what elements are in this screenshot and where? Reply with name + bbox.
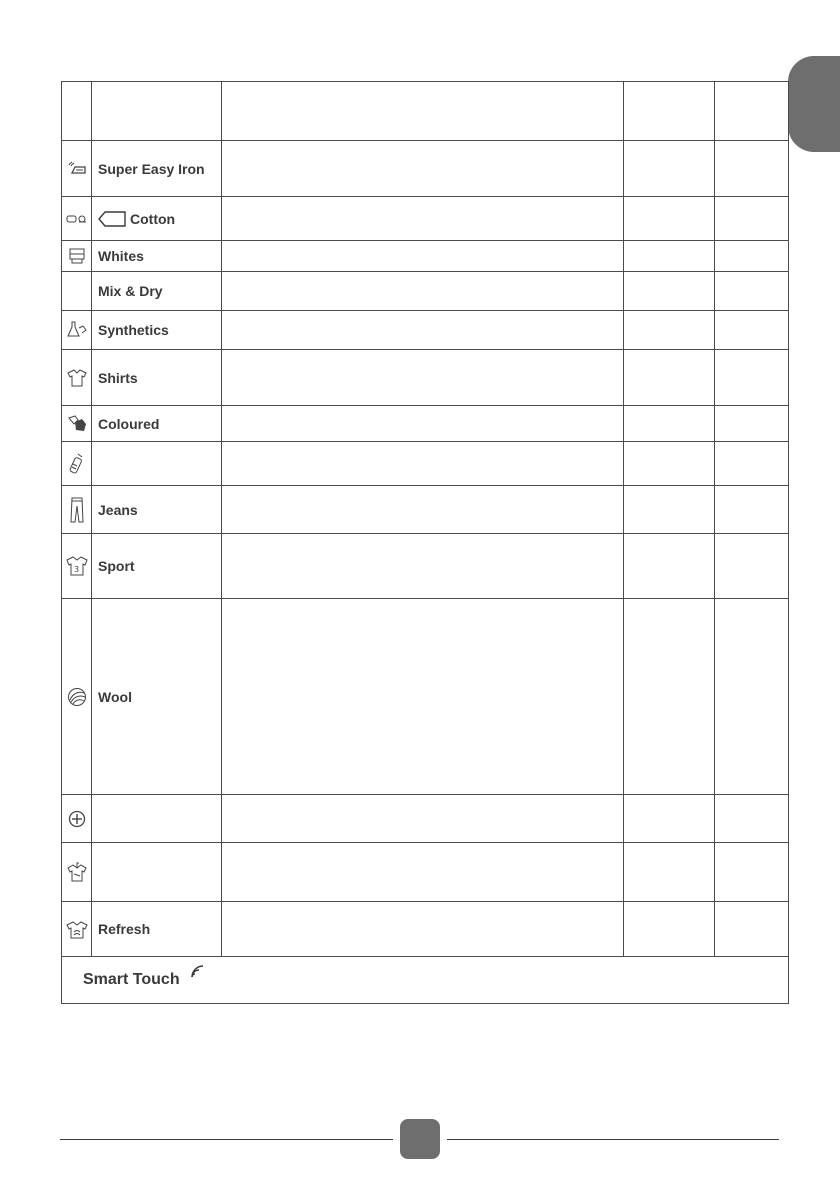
value-cell-b bbox=[715, 795, 788, 842]
description-cell bbox=[222, 406, 624, 441]
program-name: Wool bbox=[98, 688, 132, 705]
program-row bbox=[62, 240, 788, 271]
description-cell bbox=[222, 241, 624, 271]
nfc-signal-icon bbox=[190, 963, 206, 979]
value-cell-a bbox=[624, 406, 715, 441]
value-cell-b bbox=[715, 141, 788, 196]
whites-icon bbox=[62, 241, 92, 271]
language-side-tab bbox=[788, 56, 840, 152]
description-cell bbox=[222, 902, 624, 956]
value-cell-a bbox=[624, 486, 715, 533]
program-row bbox=[62, 196, 788, 240]
empty-icon-cell bbox=[62, 272, 92, 310]
synthetics-icon bbox=[62, 311, 92, 349]
program-row bbox=[62, 310, 788, 349]
program-row bbox=[62, 441, 788, 485]
description-cell bbox=[222, 795, 624, 842]
cotton-tag-icon bbox=[98, 211, 126, 227]
value-cell-a bbox=[624, 350, 715, 405]
description-cell bbox=[222, 534, 624, 598]
cotton-icon bbox=[62, 197, 92, 240]
program-name: Shirts bbox=[98, 369, 138, 386]
value-cell-a bbox=[624, 795, 715, 842]
program-name: Jeans bbox=[98, 501, 138, 518]
program-row bbox=[62, 901, 788, 956]
value-cell-a bbox=[624, 902, 715, 956]
program-row bbox=[62, 598, 788, 794]
footer-rule-right bbox=[447, 1139, 779, 1140]
page-number-badge bbox=[400, 1119, 440, 1159]
header-col-b-cell bbox=[715, 82, 788, 140]
value-cell-a bbox=[624, 843, 715, 901]
refresh-shirt-icon bbox=[62, 902, 92, 956]
jeans-icon bbox=[62, 486, 92, 533]
program-row bbox=[62, 533, 788, 598]
value-cell-a bbox=[624, 141, 715, 196]
program-name: Synthetics bbox=[98, 322, 169, 338]
footer-rule-left bbox=[60, 1139, 393, 1140]
header-description-cell bbox=[222, 82, 624, 140]
description-cell bbox=[222, 141, 624, 196]
value-cell-b bbox=[715, 486, 788, 533]
smart-touch-row bbox=[62, 956, 788, 1003]
program-name: Sport bbox=[98, 558, 135, 574]
program-row bbox=[62, 485, 788, 533]
plus-circle-icon bbox=[62, 795, 92, 842]
sport-shirt-icon bbox=[62, 534, 92, 598]
header-col-a-cell bbox=[624, 82, 715, 140]
value-cell-b bbox=[715, 442, 788, 485]
program-row bbox=[62, 271, 788, 310]
program-row bbox=[62, 140, 788, 196]
description-cell bbox=[222, 311, 624, 349]
value-cell-a bbox=[624, 272, 715, 310]
description-cell bbox=[222, 272, 624, 310]
header-icon-cell bbox=[62, 82, 92, 140]
program-name: Super Easy Iron bbox=[98, 160, 205, 177]
program-name: Coloured bbox=[98, 415, 160, 432]
hanging-shirt-icon bbox=[62, 843, 92, 901]
value-cell-b bbox=[715, 272, 788, 310]
value-cell-b bbox=[715, 534, 788, 598]
program-name: Whites bbox=[98, 248, 144, 264]
program-row bbox=[62, 794, 788, 842]
description-cell bbox=[222, 442, 624, 485]
description-cell bbox=[222, 197, 624, 240]
value-cell-a bbox=[624, 534, 715, 598]
program-row bbox=[62, 842, 788, 901]
table-header-row bbox=[62, 82, 788, 140]
program-name: Mix & Dry bbox=[98, 283, 163, 299]
program-name: Refresh bbox=[98, 921, 151, 937]
svg-text:3: 3 bbox=[73, 565, 79, 574]
smart-touch-label: Smart Touch bbox=[83, 971, 180, 989]
baby-bottle-icon bbox=[62, 442, 92, 485]
wool-icon bbox=[62, 599, 92, 794]
value-cell-b bbox=[715, 599, 788, 794]
coloured-icon bbox=[62, 406, 92, 441]
description-cell bbox=[222, 486, 624, 533]
value-cell-a bbox=[624, 197, 715, 240]
shirt-icon bbox=[62, 350, 92, 405]
program-name: Cotton bbox=[130, 210, 176, 227]
value-cell-b bbox=[715, 197, 788, 240]
value-cell-a bbox=[624, 442, 715, 485]
program-row bbox=[62, 405, 788, 441]
description-cell bbox=[222, 350, 624, 405]
description-cell bbox=[222, 599, 624, 794]
value-cell-b bbox=[715, 311, 788, 349]
header-program-cell bbox=[92, 82, 222, 140]
value-cell-a bbox=[624, 311, 715, 349]
value-cell-b bbox=[715, 902, 788, 956]
programs-table bbox=[61, 81, 789, 1004]
value-cell-b bbox=[715, 241, 788, 271]
program-row bbox=[62, 349, 788, 405]
value-cell-a bbox=[624, 599, 715, 794]
value-cell-b bbox=[715, 843, 788, 901]
value-cell-b bbox=[715, 350, 788, 405]
description-cell bbox=[222, 843, 624, 901]
iron-icon bbox=[62, 141, 92, 196]
value-cell-a bbox=[624, 241, 715, 271]
value-cell-b bbox=[715, 406, 788, 441]
